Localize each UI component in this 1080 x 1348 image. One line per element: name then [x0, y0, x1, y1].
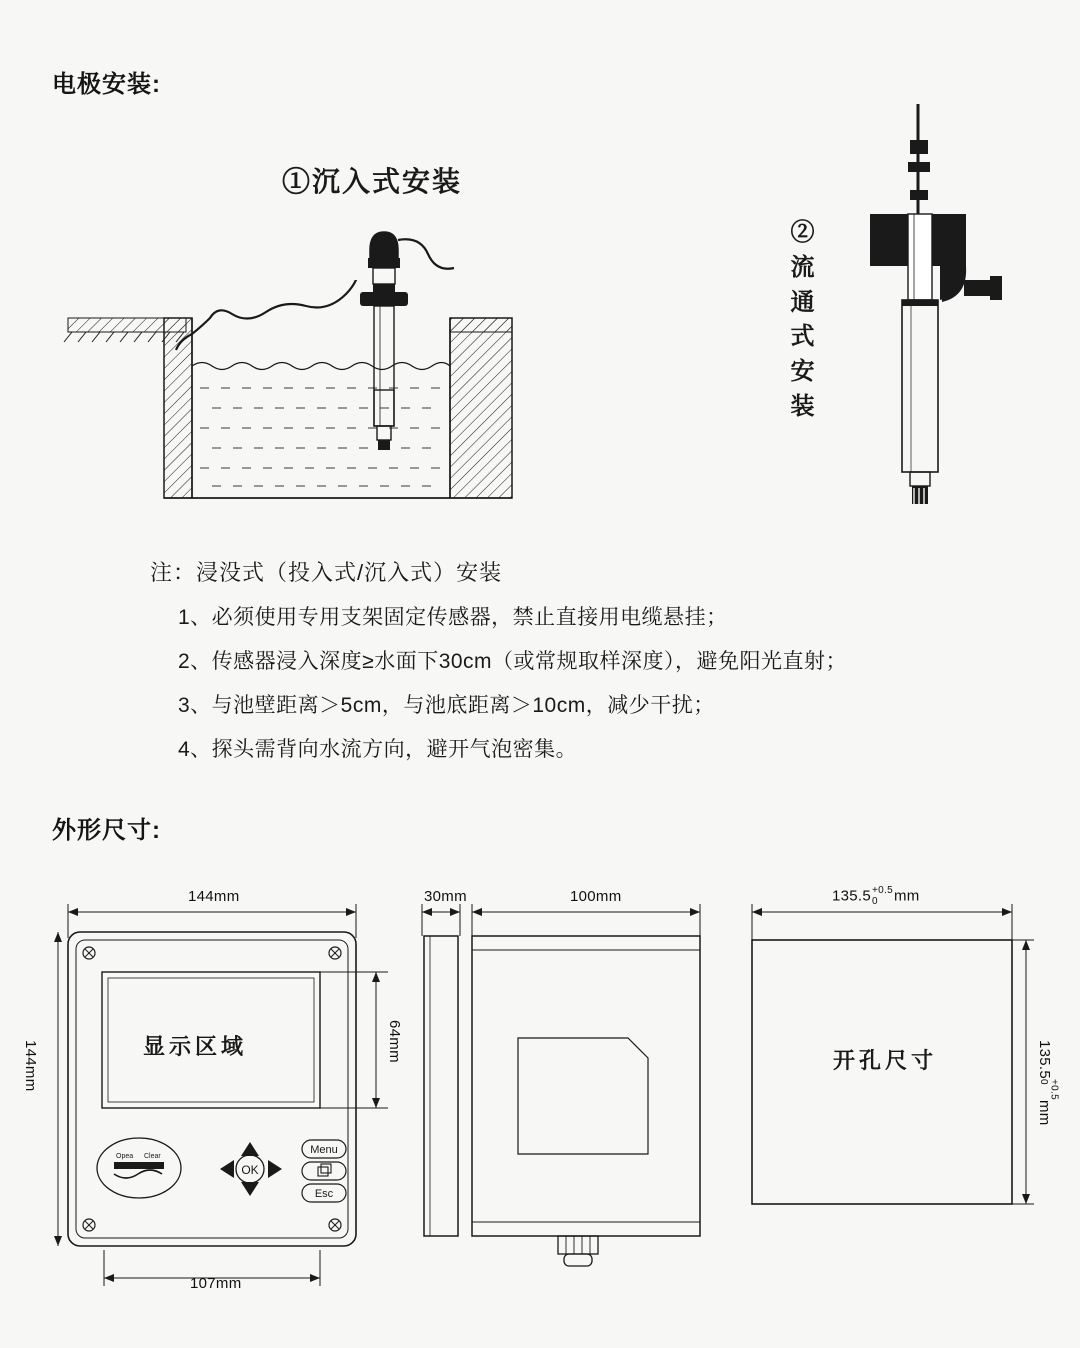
- front-width-bottom-label: 107mm: [190, 1275, 242, 1292]
- submersible-install-label: ①沉入式安装: [282, 166, 463, 197]
- note-item: 4、探头需背向水流方向，避开气泡密集。: [178, 738, 578, 761]
- cutout-width-tolerance: [872, 886, 893, 907]
- cutout-width-tol-upper: +0.5: [872, 885, 893, 896]
- note-item: 2、传感器浸入深度≥水面下30cm（或常规取样深度），避免阳光直射；: [178, 650, 848, 673]
- cutout-area-label: 开孔尺寸: [833, 1048, 938, 1073]
- submersible-sensor-probe: [352, 222, 472, 482]
- cutout-height-tol-upper: +0.5: [1048, 1079, 1060, 1100]
- side-view-drawing: [412, 890, 722, 1270]
- cutout-width-tol-lower: 0: [872, 895, 878, 907]
- installation-notes: [150, 556, 1030, 777]
- section-title-dimensions: 外形尺寸:: [52, 817, 161, 844]
- cutout-width-unit: mm: [894, 887, 920, 905]
- note-item: 1、必须使用专用支架固定传感器，禁止直接用电缆悬挂；: [178, 606, 728, 629]
- svg-text:OK: OK: [241, 1163, 259, 1177]
- display-height-label: 64mm: [386, 1020, 403, 1063]
- front-width-top-label: 144mm: [188, 888, 240, 905]
- cutout-width-label: [832, 886, 920, 907]
- cutout-height-unit: mm: [1036, 1100, 1053, 1126]
- cutout-height-tolerance: [1037, 1079, 1058, 1100]
- svg-text:Esc: Esc: [314, 1188, 334, 1200]
- front-view-drawing: [44, 890, 404, 1310]
- side-body-depth-label: 100mm: [570, 888, 622, 905]
- cutout-height-value: 135.5: [1036, 1040, 1053, 1080]
- notes-heading: 注：浸没式（投入式/沉入式）安装: [150, 560, 503, 585]
- cutout-view-drawing: [730, 890, 1040, 1270]
- cutout-height-label: [1036, 1040, 1059, 1126]
- note-item: 3、与池壁距离＞5cm，与池底距离＞10cm，减少干扰；: [178, 694, 715, 717]
- side-panel-thickness-label: 30mm: [424, 888, 467, 905]
- svg-text:Opea: Opea: [116, 1153, 134, 1160]
- flow-install-label: ②流通式安装: [790, 219, 816, 420]
- display-area-label: 显示区域: [143, 1034, 248, 1059]
- section-title-installation: 电极安装:: [52, 71, 161, 98]
- svg-text:Clear: Clear: [144, 1153, 161, 1160]
- cutout-width-value: 135.5: [832, 887, 872, 905]
- cutout-height-tol-lower: 0: [1037, 1079, 1049, 1085]
- flow-install-diagram: [856, 104, 1036, 524]
- front-height-left-label: 144mm: [22, 1040, 39, 1092]
- svg-text:Menu: Menu: [310, 1144, 338, 1156]
